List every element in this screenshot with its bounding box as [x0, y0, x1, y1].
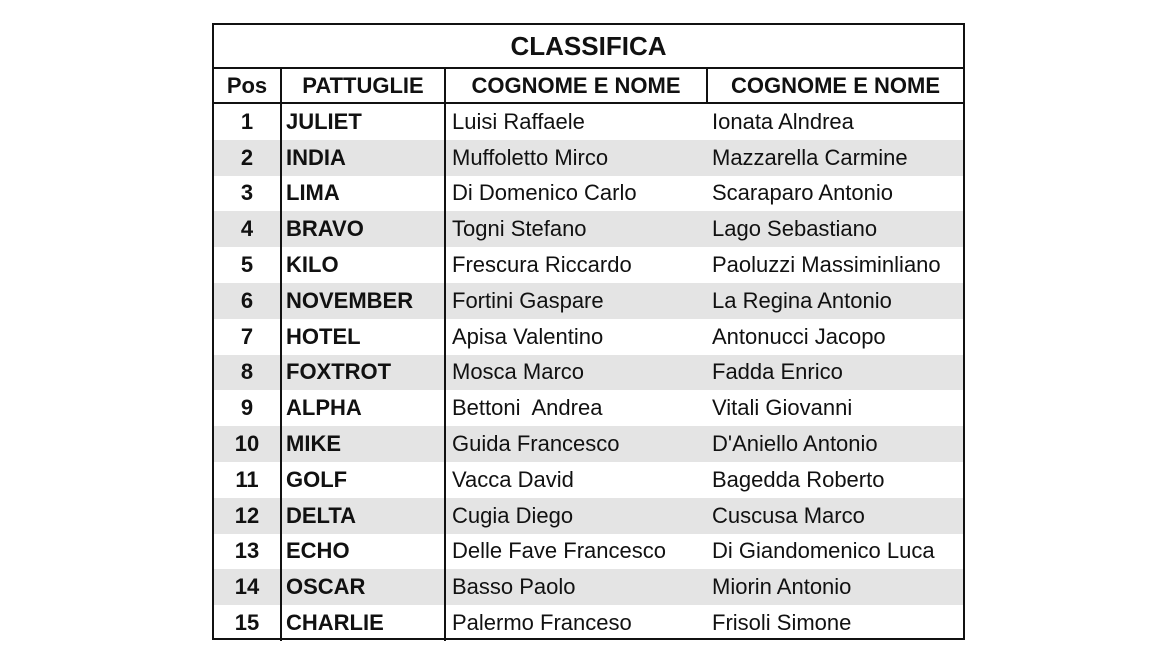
cell-pos: 13	[214, 534, 282, 570]
cell-pos: 4	[214, 211, 282, 247]
cell-pattuglia: ECHO	[282, 534, 446, 570]
cell-pos: 2	[214, 140, 282, 176]
cell-nome-2: Paoluzzi Massiminliano	[712, 252, 941, 278]
cell-nome-2: Bagedda Roberto	[712, 466, 885, 492]
cell-pos: 11	[214, 462, 282, 498]
table-row	[214, 462, 963, 498]
cell-nome-1: Fortini Gaspare	[452, 287, 604, 313]
cell-pos: 5	[214, 247, 282, 283]
cell-nome-2: Ionata Alndrea	[712, 108, 854, 134]
cell-nome-1: Cugia Diego	[452, 502, 574, 528]
cell-pattuglia: DELTA	[282, 498, 446, 534]
cell-pattuglia: JULIET	[282, 104, 446, 140]
cell-nome-2: Antonucci Jacopo	[712, 323, 886, 349]
cell-pattuglia: KILO	[282, 247, 446, 283]
table-row	[214, 283, 963, 319]
cell-nome-2: Di Giandomenico Luca	[712, 538, 935, 564]
cell-pattuglia: LIMA	[282, 176, 446, 212]
cell-pos: 10	[214, 426, 282, 462]
cell-pattuglia: CHARLIE	[282, 605, 446, 641]
cell-nome-1: Vacca David	[452, 466, 574, 492]
cell-pos: 7	[214, 319, 282, 355]
cell-pos: 3	[214, 176, 282, 212]
table-row	[214, 569, 963, 605]
table-body	[214, 104, 963, 638]
cell-pattuglia: ALPHA	[282, 390, 446, 426]
cell-pos: 15	[214, 605, 282, 641]
table-row	[214, 247, 963, 283]
cell-nome-2: Miorin Antonio	[712, 574, 852, 600]
cell-nome-2: La Regina Antonio	[712, 287, 892, 313]
header-row	[214, 69, 963, 104]
table-row	[214, 104, 963, 140]
table-row	[214, 390, 963, 426]
table-title: CLASSIFICA	[214, 25, 963, 69]
cell-nome-1: Apisa Valentino	[452, 323, 604, 349]
header-pos: Pos	[214, 69, 282, 102]
cell-pattuglia: MIKE	[282, 426, 446, 462]
cell-nome-1: Bettoni Andrea	[452, 395, 603, 421]
table-row	[214, 498, 963, 534]
cell-pos: 14	[214, 569, 282, 605]
table-row	[214, 319, 963, 355]
table-row	[214, 355, 963, 391]
cell-pattuglia: HOTEL	[282, 319, 446, 355]
cell-pattuglia: BRAVO	[282, 211, 446, 247]
cell-pattuglia: OSCAR	[282, 569, 446, 605]
cell-pos: 8	[214, 355, 282, 391]
cell-nome-1: Luisi Raffaele	[452, 108, 585, 134]
cell-pos: 1	[214, 104, 282, 140]
cell-pos: 12	[214, 498, 282, 534]
cell-nome-2: Mazzarella Carmine	[712, 144, 908, 170]
cell-pattuglia: GOLF	[282, 462, 446, 498]
cell-nome-1: Basso Paolo	[452, 574, 576, 600]
table-row	[214, 426, 963, 462]
table-row	[214, 211, 963, 247]
table-row	[214, 534, 963, 570]
cell-nome-2: Lago Sebastiano	[712, 216, 878, 242]
header-nome-1: COGNOME E NOME	[446, 69, 708, 102]
cell-pos: 6	[214, 283, 282, 319]
cell-pattuglia: NOVEMBER	[282, 283, 446, 319]
cell-nome-2: Fadda Enrico	[712, 359, 843, 385]
cell-nome-1: Mosca Marco	[452, 359, 585, 385]
table-row	[214, 176, 963, 212]
header-pattuglie: PATTUGLIE	[282, 69, 446, 102]
table-row	[214, 140, 963, 176]
cell-nome-1: Frescura Riccardo	[452, 252, 632, 278]
cell-nome-2: Cuscusa Marco	[712, 502, 865, 528]
cell-pos: 9	[214, 390, 282, 426]
cell-nome-1: Guida Francesco	[452, 431, 620, 457]
cell-nome-2: Scaraparo Antonio	[712, 180, 894, 206]
cell-pattuglia: INDIA	[282, 140, 446, 176]
cell-nome-1: Palermo Franceso	[452, 610, 632, 636]
cell-nome-2: Vitali Giovanni	[712, 395, 853, 421]
cell-nome-1: Togni Stefano	[452, 216, 587, 242]
cell-nome-2: Frisoli Simone	[712, 610, 852, 636]
ranking-table	[212, 23, 965, 640]
cell-nome-1: Delle Fave Francesco	[452, 538, 666, 564]
table-row	[214, 605, 963, 641]
cell-nome-2: D'Aniello Antonio	[712, 431, 878, 457]
cell-nome-1: Di Domenico Carlo	[452, 180, 637, 206]
cell-nome-1: Muffoletto Mirco	[452, 144, 609, 170]
cell-pattuglia: FOXTROT	[282, 355, 446, 391]
header-nome-2: COGNOME E NOME	[730, 72, 940, 98]
